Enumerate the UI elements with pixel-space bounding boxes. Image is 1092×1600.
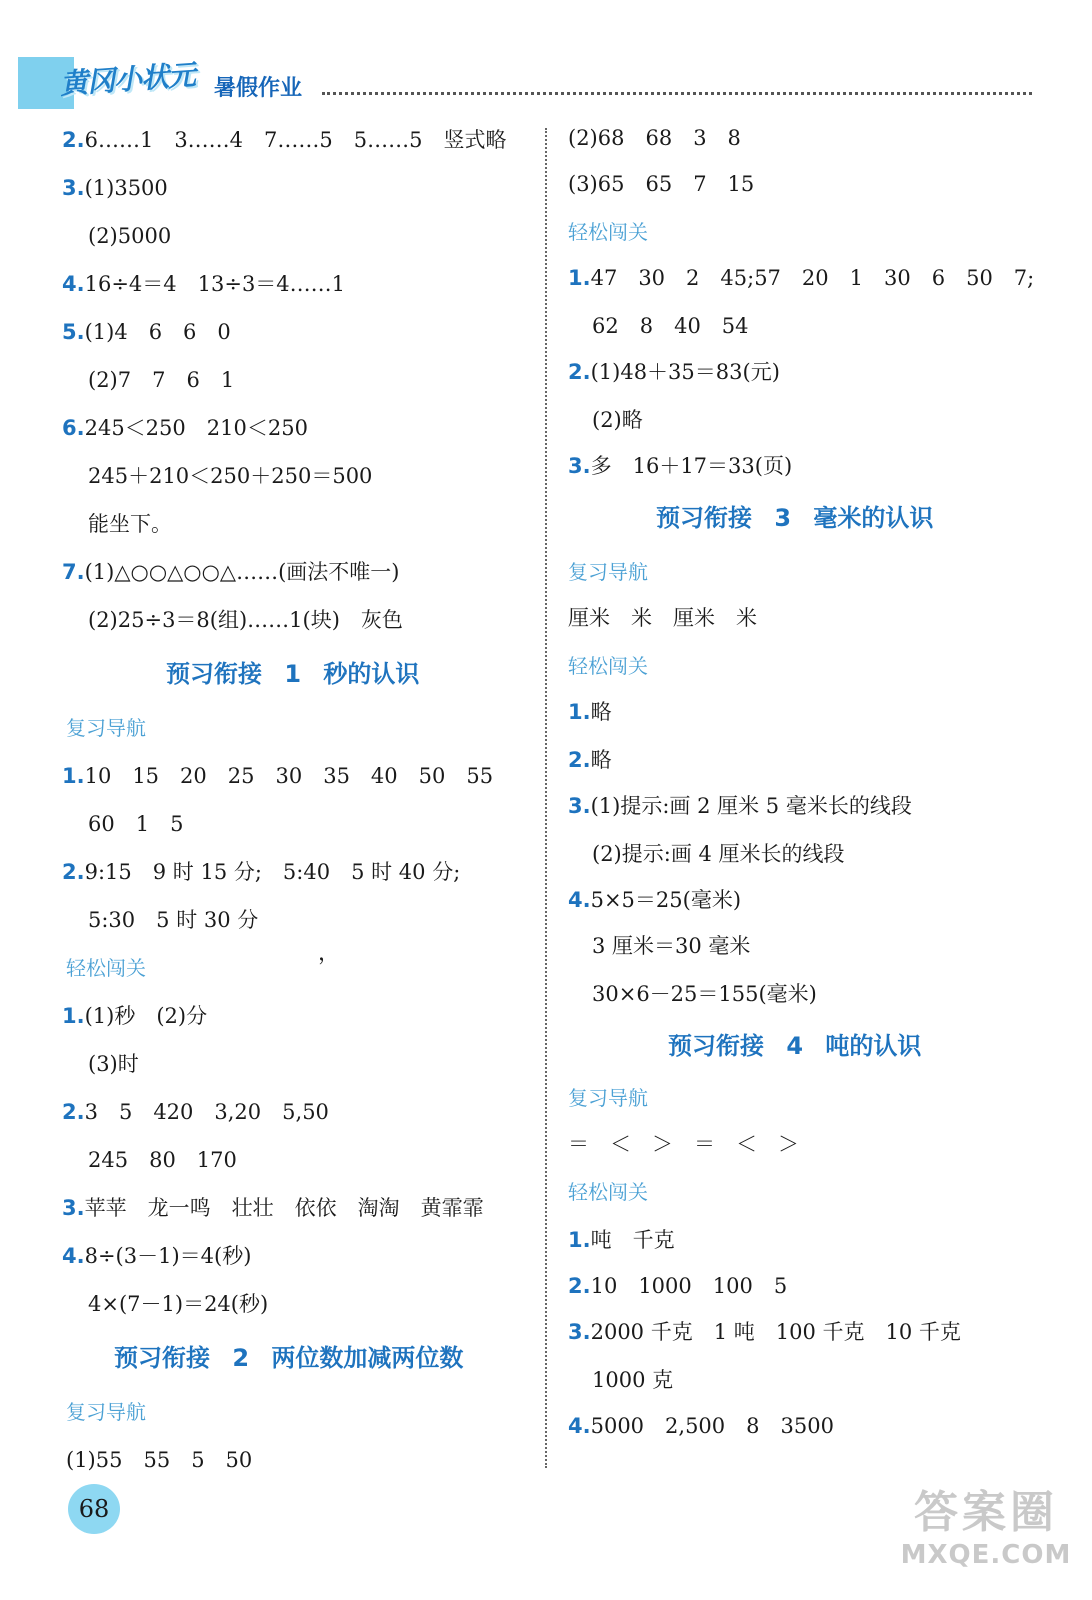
item-number: 2. [568, 1274, 591, 1298]
header-dotted-rule [322, 92, 1032, 95]
subsection-heading: 轻松闯关 [568, 1180, 648, 1204]
answer-text: 多 16＋17＝33(页) [590, 454, 793, 478]
answer-line [592, 312, 749, 340]
answer-line [62, 1242, 251, 1270]
item-number: 4. [568, 1414, 591, 1438]
answer-text: 245＜250 210＜250 [84, 416, 308, 440]
answer-text: 9:15 9 时 15 分; 5:40 5 时 40 分; [84, 860, 461, 884]
answer-text: (3)65 65 7 15 [568, 172, 755, 196]
answer-line [88, 1050, 139, 1078]
answer-text: 略 [590, 700, 612, 724]
item-number: 3. [62, 176, 85, 200]
answer-line [568, 1272, 787, 1300]
answer-line [62, 858, 460, 886]
answer-text: (1)秒 (2)分 [84, 1004, 208, 1028]
answer-text: 60 1 5 [88, 812, 184, 836]
subsection-heading: 轻松闯关 [66, 956, 146, 980]
answer-line [568, 698, 612, 726]
answer-line [88, 510, 172, 538]
answer-line [62, 270, 345, 298]
answer-line [62, 1098, 329, 1126]
answer-line [62, 126, 506, 154]
item-number: 7. [62, 560, 85, 584]
answer-line [568, 264, 1034, 292]
stray-mark: ， [318, 941, 341, 966]
answer-text: (1)55 55 5 50 [66, 1448, 253, 1472]
answer-text: ＝ ＜ ＞ ＝ ＜ ＞ [568, 1132, 799, 1156]
answer-text: (3)时 [88, 1052, 139, 1076]
subsection-heading: 轻松闯关 [568, 220, 648, 244]
item-number: 1. [62, 764, 85, 788]
answer-line [88, 462, 372, 490]
answer-line [62, 414, 308, 442]
answer-line [62, 174, 168, 202]
answer-text: 吨 千克 [590, 1228, 675, 1252]
answer-text: 4×(7－1)＝24(秒) [88, 1292, 269, 1316]
item-number: 1. [62, 1004, 85, 1028]
answer-line [568, 124, 741, 152]
answer-line [62, 762, 493, 790]
answer-line [568, 792, 912, 820]
answer-text: 3 厘米＝30 毫米 [592, 934, 751, 958]
answer-text: (1)48＋35＝83(元) [590, 360, 780, 384]
header-logo: 黄冈小状元 [58, 58, 196, 101]
answer-text: 5:30 5 时 30 分 [88, 908, 259, 932]
answer-line [88, 222, 171, 250]
item-number: 3. [568, 454, 591, 478]
answer-text: 能坐下。 [88, 512, 172, 536]
answer-line [88, 606, 403, 634]
answer-line [592, 980, 817, 1008]
item-number: 1. [568, 700, 591, 724]
answer-line [568, 1130, 799, 1158]
section-title: 预习衔接 3 毫米的认识 [656, 504, 934, 532]
answer-line [568, 1412, 834, 1440]
answer-text: (2)略 [592, 408, 643, 432]
answer-text: 47 30 2 45;57 20 1 30 6 50 7; [590, 266, 1035, 290]
answer-text: 1000 克 [592, 1368, 674, 1392]
answer-text: 5000 2,500 8 3500 [590, 1414, 834, 1438]
item-number: 6. [62, 416, 85, 440]
answer-line [568, 452, 792, 480]
section-title: 预习衔接 4 吨的认识 [668, 1032, 922, 1060]
header-subtitle: 暑假作业 [214, 76, 303, 101]
item-number: 2. [62, 860, 85, 884]
answer-text: 30×6－25＝155(毫米) [592, 982, 817, 1006]
answer-text: (2)25÷3＝8(组)……1(块) 灰色 [88, 608, 403, 632]
answer-text: 3 5 420 3,20 5,50 [84, 1100, 329, 1124]
item-number: 2. [62, 1100, 85, 1124]
answer-text: 5×5＝25(毫米) [590, 888, 742, 912]
answer-line [88, 810, 183, 838]
item-number: 1. [568, 1228, 591, 1252]
answer-text: 2000 千克 1 吨 100 千克 10 千克 [590, 1320, 961, 1344]
answer-line [88, 1146, 237, 1174]
answer-text: 6……1 3……4 7……5 5……5 竖式略 [84, 128, 507, 152]
subsection-heading: 轻松闯关 [568, 654, 648, 678]
answer-text: 苹苹 龙一鸣 壮壮 依依 淘淘 黄霏霏 [84, 1196, 484, 1220]
item-number: 3. [568, 1320, 591, 1344]
watermark [896, 1486, 1076, 1574]
answer-text: (2)68 68 3 8 [568, 126, 741, 150]
section-title: 预习衔接 1 秒的认识 [166, 660, 420, 688]
answer-text: (2)提示:画 4 厘米长的线段 [592, 842, 845, 866]
answer-text: 10 1000 100 5 [590, 1274, 788, 1298]
item-number: 4. [62, 272, 85, 296]
answer-line [62, 1194, 484, 1222]
section-title: 预习衔接 2 两位数加减两位数 [114, 1344, 464, 1372]
answer-line [592, 1366, 673, 1394]
answer-line [88, 906, 258, 934]
answer-line [568, 886, 741, 914]
answer-line [62, 558, 399, 586]
item-number: 5. [62, 320, 85, 344]
item-number: 4. [568, 888, 591, 912]
answer-line [568, 1318, 961, 1346]
answer-line [568, 746, 612, 774]
answer-text: 245＋210＜250＋250＝500 [88, 464, 373, 488]
answer-line [592, 932, 750, 960]
page-number: 68 [68, 1484, 120, 1534]
answer-text: 16÷4＝4 13÷3＝4……1 [84, 272, 346, 296]
answer-text: (2)5000 [88, 224, 172, 248]
answer-line [568, 170, 754, 198]
answer-line [88, 1290, 268, 1318]
answer-text: (1)3500 [84, 176, 168, 200]
item-number: 1. [568, 266, 591, 290]
answer-line [592, 406, 643, 434]
item-number: 4. [62, 1244, 85, 1268]
answer-text: (1)提示:画 2 厘米 5 毫米长的线段 [590, 794, 912, 818]
item-number: 3. [62, 1196, 85, 1220]
item-number: 2. [62, 128, 85, 152]
answer-line [66, 1446, 252, 1474]
subsection-heading: 复习导航 [66, 1400, 146, 1424]
watermark-url: MXQE.COM [900, 1540, 1072, 1570]
answer-text: (1)4 6 6 0 [84, 320, 231, 344]
item-number: 2. [568, 748, 591, 772]
answer-text: 62 8 40 54 [592, 314, 749, 338]
answer-line [568, 358, 780, 386]
answer-line [592, 840, 845, 868]
answer-text: 8÷(3－1)＝4(秒) [84, 1244, 252, 1268]
answer-line [62, 318, 231, 346]
item-number: 2. [568, 360, 591, 384]
answer-text: 245 80 170 [88, 1148, 237, 1172]
subsection-heading: 复习导航 [66, 716, 146, 740]
answer-line [568, 1226, 675, 1254]
answer-text: 略 [590, 748, 612, 772]
answer-line [88, 366, 234, 394]
answer-line [568, 604, 757, 632]
answer-text: 厘米 米 厘米 米 [568, 606, 757, 630]
column-divider [545, 128, 547, 1468]
answer-text: (2)7 7 6 1 [88, 368, 235, 392]
answer-line [62, 1002, 207, 1030]
watermark-title: 答案圈 [914, 1487, 1058, 1538]
subsection-heading: 复习导航 [568, 560, 648, 584]
item-number: 3. [568, 794, 591, 818]
answer-text: 10 15 20 25 30 35 40 50 55 [84, 764, 494, 788]
subsection-heading: 复习导航 [568, 1086, 648, 1110]
answer-text: (1)△○○△○○△……(画法不唯一) [84, 560, 400, 584]
